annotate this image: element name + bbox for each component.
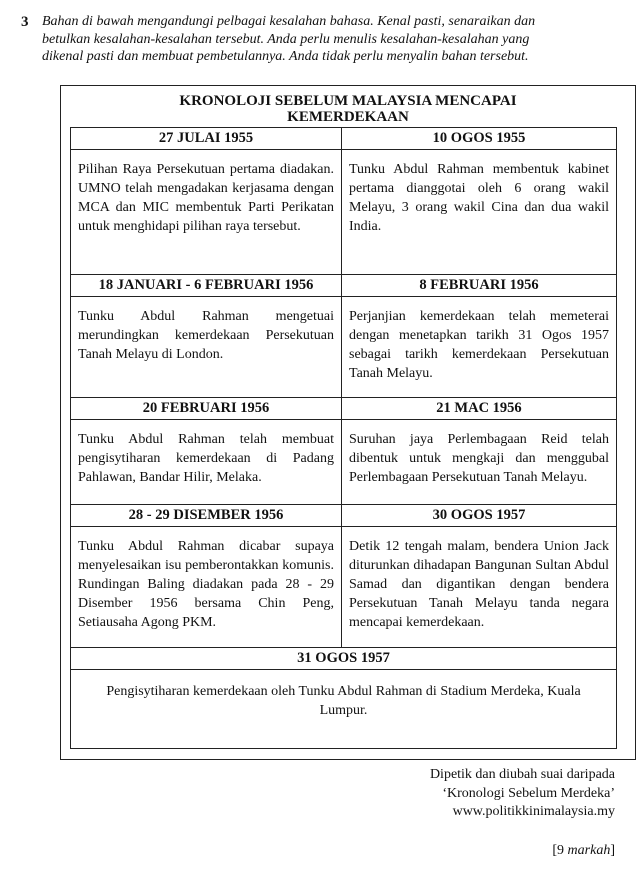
cell-date: 10 OGOS 1955 — [342, 128, 616, 150]
cell-date: 31 OGOS 1957 — [71, 648, 616, 670]
citation-line: ‘Kronologi Sebelum Merdeka’ — [442, 785, 615, 801]
cell-text: Detik 12 tengah malam, bendera Union Jack diturunkan dihadapan Bangunan Sultan Abdul Samad dan digantikan dengan bendera Persekutuan Tanah Melayu tanda negara mencapai kemerdekaan. — [349, 539, 609, 630]
chronology-box — [60, 85, 636, 760]
timeline-cell — [341, 397, 617, 505]
timeline-cell-final — [70, 647, 617, 749]
timeline-cell — [70, 274, 342, 398]
instruction-line: betulkan kesalahan-kesalahan tersebut. Anda perlu menulis kesalahan-kesalahan yang — [42, 31, 530, 47]
cell-text: Pengisytiharan kemerdekaan oleh Tunku Abdul Rahman di Stadium Merdeka, Kuala Lumpur. — [106, 684, 581, 718]
timeline-cell — [341, 504, 617, 648]
citation-line: www.politikkinimalaysia.my — [452, 804, 615, 819]
instruction-line: dikenal pasti dan membuat pembetulannya. Anda tidak perlu menyalin bahan tersebut. — [42, 49, 529, 64]
title-line: KRONOLOJI SEBELUM MALAYSIA MENCAPAI — [179, 93, 517, 109]
cell-text: Suruhan jaya Perlembagaan Reid telah dibentuk untuk mengkaji dan menggubal Perlembagaan Persekutuan Tanah Melayu. — [349, 432, 609, 485]
cell-text: Tunku Abdul Rahman telah membuat pengisytiharan kemerdekaan di Padang Pahlawan, Bandar Hilir, Melaka. — [78, 432, 334, 485]
timeline-cell — [70, 127, 342, 275]
cell-text: Tunku Abdul Rahman membentuk kabinet pertama dianggotai oleh 6 orang wakil Melayu, 3 orang wakil Cina dan dua wakil India. — [349, 162, 609, 234]
cell-text: Perjanjian kemerdekaan telah memeterai dengan menetapkan tarikh 31 Ogos 1957 sebagai tarikh kemerdekaan Persekutuan Tanah Melayu. — [349, 309, 609, 381]
title-line: KEMERDEKAAN — [287, 109, 409, 125]
cell-date: 27 JULAI 1955 — [71, 128, 341, 150]
chronology-title — [61, 93, 635, 125]
cell-text: Pilihan Raya Persekutuan pertama diadakan. UMNO telah mengadakan kerjasama dengan MCA dan MIC membentuk Parti Perikatan untuk menghidapi pilihan raya tersebut. — [78, 162, 334, 234]
cell-date: 20 FEBRUARI 1956 — [71, 398, 341, 420]
marks-label: [9 markah] — [552, 843, 615, 858]
source-citation — [430, 766, 615, 822]
question-instruction — [42, 13, 632, 66]
instruction-line: Bahan di bawah mengandungi pelbagai kesalahan bahasa. Kenal pasti, senaraikan dan — [42, 14, 536, 29]
cell-date: 21 MAC 1956 — [342, 398, 616, 420]
timeline-cell — [341, 127, 617, 275]
cell-text: Tunku Abdul Rahman mengetuai merundingkan kemerdekaan Persekutuan Tanah Melayu di London. — [78, 309, 334, 362]
timeline-cell — [341, 274, 617, 398]
cell-date: 30 OGOS 1957 — [342, 505, 616, 527]
timeline-cell — [70, 504, 342, 648]
cell-date: 28 - 29 DISEMBER 1956 — [71, 505, 341, 527]
question-number: 3 — [21, 14, 29, 30]
cell-text: Tunku Abdul Rahman dicabar supaya menyelesaikan isu pemberontakkan komunis. Rundingan Baling diadakan pada 28 - 29 Disember 1956 bersama Chin Peng, Setiausaha Agong PKM. — [78, 539, 334, 630]
cell-date: 18 JANUARI - 6 FEBRUARI 1956 — [71, 275, 341, 297]
cell-date: 8 FEBRUARI 1956 — [342, 275, 616, 297]
citation-line: Dipetik dan diubah suai daripada — [429, 767, 615, 782]
timeline-cell — [70, 397, 342, 505]
